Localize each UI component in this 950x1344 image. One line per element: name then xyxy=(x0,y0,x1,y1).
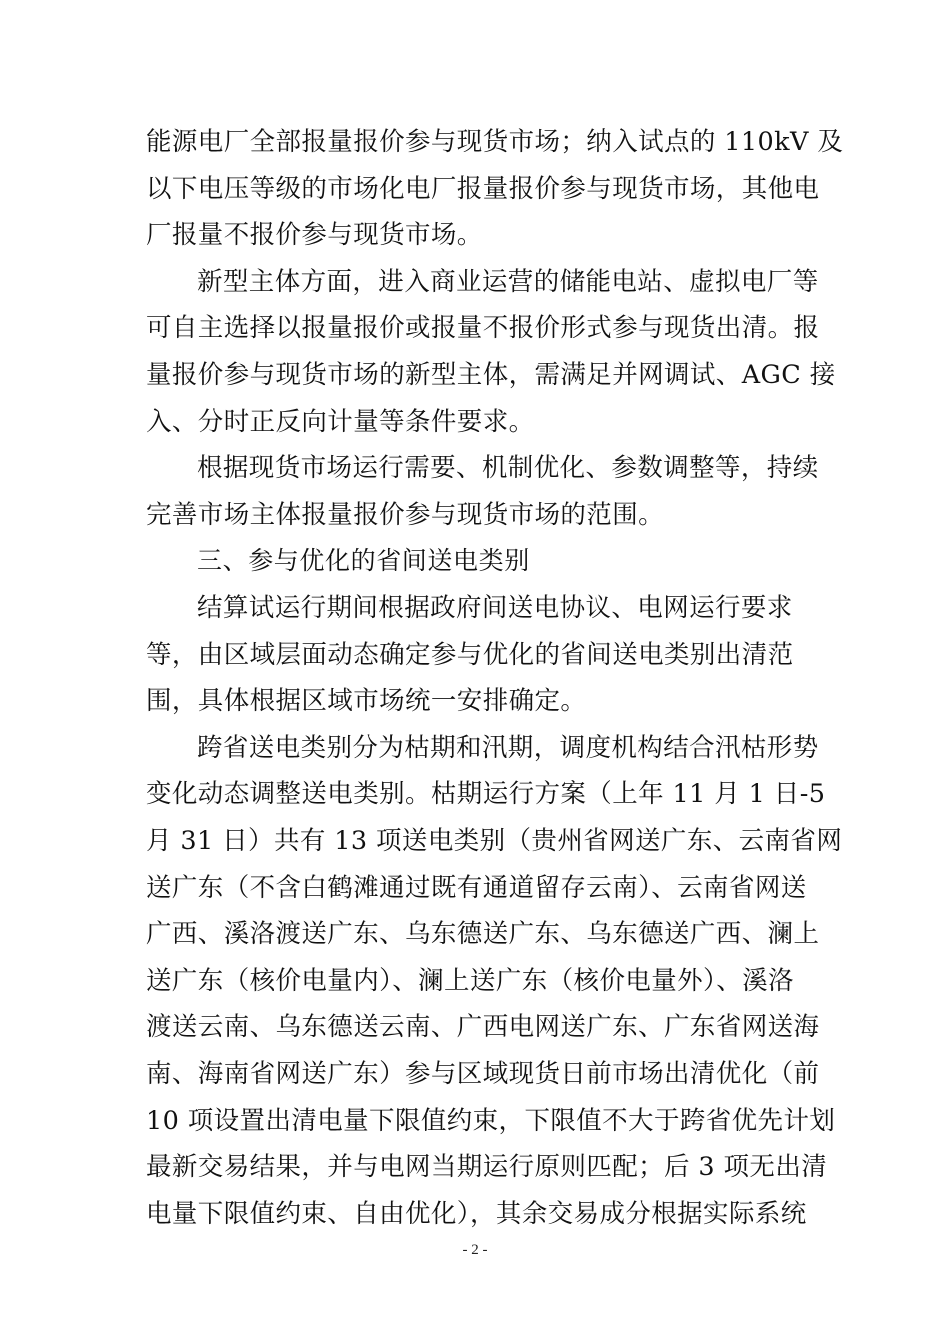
text-line: 月 31 日）共有 13 项送电类别（贵州省网送广东、云南省网 xyxy=(146,826,843,856)
page-number: - 2 - xyxy=(462,1242,488,1258)
text-line: 新型主体方面，进入商业运营的储能电站、虚拟电厂等 xyxy=(197,266,819,297)
text-line: 入、分时正反向计量等条件要求。 xyxy=(146,406,535,437)
text-line: 根据现货市场运行需要、机制优化、参数调整等，持续 xyxy=(197,453,819,484)
text-line: 跨省送电类别分为枯期和汛期，调度机构结合汛枯形势 xyxy=(197,732,819,763)
text-line: 厂报量不报价参与现货市场。 xyxy=(146,220,483,251)
text-line: 完善市场主体报量报价参与现货市场的范围。 xyxy=(146,499,665,530)
text-line: 广西、溪洛渡送广东、乌东德送广东、乌东德送广西、澜上 xyxy=(146,919,820,950)
text-line: 渡送云南、乌东德送云南、广西电网送广东、广东省网送海 xyxy=(146,1012,820,1043)
text-line: 以下电压等级的市场化电厂报量报价参与现货市场，其他电 xyxy=(146,173,820,204)
section-heading: 三、参与优化的省间送电类别 xyxy=(197,546,530,576)
text-line: 可自主选择以报量报价或报量不报价形式参与现货出清。报 xyxy=(146,313,820,344)
text-line: 等，由区域层面动态确定参与优化的省间送电类别出清范 xyxy=(146,639,794,670)
text-line: 能源电厂全部报量报价参与现货市场；纳入试点的 110kV 及 xyxy=(146,127,844,157)
text-line: 送广东（核价电量内）、澜上送广东（核价电量外）、溪洛 xyxy=(146,965,794,996)
text-line: 最新交易结果，并与电网当期运行原则匹配；后 3 项无出清 xyxy=(146,1152,828,1183)
text-line: 量报价参与现货市场的新型主体，需满足并网调试、AGC 接 xyxy=(146,360,836,390)
text-line: 南、海南省网送广东）参与区域现货日前市场出清优化（前 xyxy=(146,1059,820,1089)
text-line: 电量下限值约束、自由优化），其余交易成分根据实际系统 xyxy=(146,1198,807,1229)
text-line: 变化动态调整送电类别。枯期运行方案（上年 11 月 1 日-5 xyxy=(146,779,826,810)
text-line: 结算试运行期间根据政府间送电协议、电网运行要求 xyxy=(197,593,793,623)
text-line: 10 项设置出清电量下限值约束，下限值不大于跨省优先计划 xyxy=(146,1105,836,1136)
text-line: 围，具体根据区域市场统一安排确定。 xyxy=(146,686,587,717)
text-line: 送广东（不含白鹤滩通过既有通道留存云南）、云南省网送 xyxy=(146,872,807,903)
